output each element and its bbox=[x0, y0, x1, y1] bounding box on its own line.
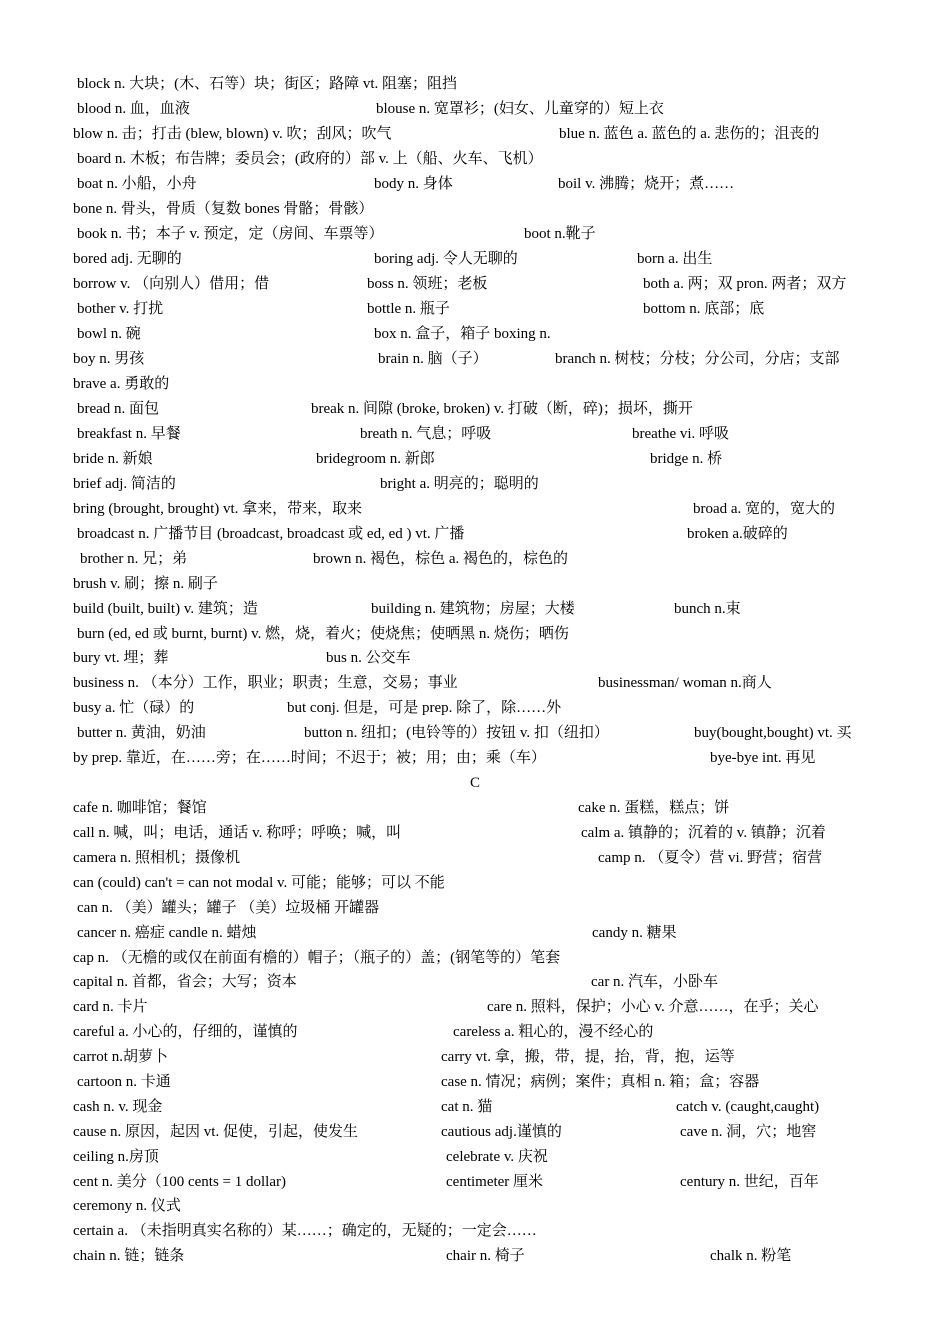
text-line bbox=[0, 1145, 950, 1170]
text-line bbox=[0, 1070, 950, 1095]
vocab-entry: brother n. 兄；弟 bbox=[80, 551, 188, 567]
vocab-entry: brush v. 刷；擦 n. 刷子 bbox=[73, 576, 218, 592]
vocab-entry: borrow v. （向别人）借用；借 bbox=[73, 276, 270, 292]
vocab-entry: certain a. （未指明真实名称的）某……；确定的，无疑的；一定会…… bbox=[73, 1223, 537, 1239]
vocab-entry: bottle n. 瓶子 bbox=[367, 301, 450, 317]
text-line bbox=[0, 397, 950, 422]
vocab-entry: book n. 书；本子 v. 预定，定（房间、车票等） bbox=[77, 226, 384, 242]
vocab-entry: broad a. 宽的，宽大的 bbox=[693, 501, 836, 517]
vocab-entry: box n. 盒子，箱子 boxing n. bbox=[374, 326, 551, 342]
vocab-entry: blood n. 血，血液 bbox=[77, 101, 190, 117]
text-line bbox=[0, 322, 950, 347]
text-line bbox=[0, 1045, 950, 1070]
vocab-entry: bone n. 骨头，骨质（复数 bones 骨骼；骨骸） bbox=[73, 201, 374, 217]
text-line bbox=[0, 622, 950, 647]
vocab-entry: breath n. 气息；呼吸 bbox=[360, 426, 492, 442]
vocab-entry: cent n. 美分（100 cents = 1 dollar) bbox=[73, 1174, 286, 1190]
vocab-entry: call n. 喊，叫；电话，通话 v. 称呼；呼唤；喊，叫 bbox=[73, 825, 402, 841]
vocab-entry: car n. 汽车，小卧车 bbox=[591, 974, 719, 990]
text-line bbox=[0, 497, 950, 522]
vocab-entry: bother v. 打扰 bbox=[77, 301, 164, 317]
text-line bbox=[0, 422, 950, 447]
vocab-entry: bring (brought, brought) vt. 拿来，带来，取来 bbox=[73, 501, 363, 517]
vocab-entry: broken a.破碎的 bbox=[687, 526, 788, 542]
text-line bbox=[0, 447, 950, 472]
vocab-entry: bread n. 面包 bbox=[77, 401, 160, 417]
vocab-entry: century n. 世纪，百年 bbox=[680, 1174, 819, 1190]
vocab-entry: cafe n. 咖啡馆；餐馆 bbox=[73, 800, 207, 816]
vocab-entry: cash n. v. 现金 bbox=[73, 1099, 163, 1115]
text-line bbox=[0, 572, 950, 597]
text-line bbox=[0, 172, 950, 197]
vocab-entry: board n. 木板；布告牌；委员会；(政府的）部 v. 上（船、火车、飞机） bbox=[77, 151, 543, 167]
vocab-entry: brain n. 脑（子） bbox=[378, 351, 488, 367]
text-line bbox=[0, 1170, 950, 1195]
vocab-entry: boil v. 沸腾；烧开；煮…… bbox=[558, 176, 735, 192]
vocab-entry: cartoon n. 卡通 bbox=[77, 1074, 171, 1090]
text-line bbox=[0, 1095, 950, 1120]
text-line bbox=[0, 646, 950, 671]
section-heading: C bbox=[469, 775, 480, 791]
vocab-entry: chair n. 椅子 bbox=[446, 1248, 525, 1264]
vocab-entry: button n. 纽扣；(电铃等的）按钮 v. 扣（纽扣） bbox=[304, 725, 609, 741]
vocab-entry: candy n. 糖果 bbox=[592, 925, 677, 941]
vocab-entry: bored adj. 无聊的 bbox=[73, 251, 182, 267]
text-line bbox=[0, 696, 950, 721]
vocab-entry: blow n. 击；打击 (blew, blown) v. 吹；刮风；吹气 bbox=[73, 126, 392, 142]
text-line bbox=[0, 1244, 950, 1269]
text-line bbox=[0, 547, 950, 572]
text-line bbox=[0, 1219, 950, 1244]
text-line bbox=[0, 1020, 950, 1045]
text-line bbox=[0, 796, 950, 821]
vocab-entry: blouse n. 宽罩衫；(妇女、儿童穿的）短上衣 bbox=[376, 101, 664, 117]
text-line bbox=[0, 746, 950, 771]
vocab-entry: camera n. 照相机；摄像机 bbox=[73, 850, 241, 866]
vocab-entry: breathe vi. 呼吸 bbox=[632, 426, 730, 442]
vocab-entry: but conj. 但是，可是 prep. 除了，除……外 bbox=[287, 700, 562, 716]
vocab-entry: boy n. 男孩 bbox=[73, 351, 145, 367]
vocab-entry: ceiling n.房顶 bbox=[73, 1149, 159, 1165]
vocab-entry: bridge n. 桥 bbox=[650, 451, 723, 467]
text-line bbox=[0, 995, 950, 1020]
vocab-entry: brief adj. 简洁的 bbox=[73, 476, 176, 492]
vocab-entry: capital n. 首都，省会；大写；资本 bbox=[73, 974, 297, 990]
vocab-entry: bye-bye int. 再见 bbox=[710, 750, 816, 766]
text-line bbox=[0, 896, 950, 921]
text-line bbox=[0, 671, 950, 696]
text-line bbox=[0, 721, 950, 746]
vocab-entry: can n. （美）罐头；罐子 （美）垃圾桶 开罐器 bbox=[77, 900, 380, 916]
vocab-entry: catch v. (caught,caught) bbox=[676, 1099, 820, 1115]
text-line bbox=[0, 372, 950, 397]
vocab-entry: boss n. 领班；老板 bbox=[367, 276, 488, 292]
vocab-entry: busy a. 忙（碌）的 bbox=[73, 700, 195, 716]
vocab-entry: buy(bought,bought) vt. 买 bbox=[694, 725, 852, 741]
text-line bbox=[0, 522, 950, 547]
text-line bbox=[0, 821, 950, 846]
text-line bbox=[0, 272, 950, 297]
text-line bbox=[0, 846, 950, 871]
vocab-entry: calm a. 镇静的；沉着的 v. 镇静；沉着 bbox=[581, 825, 826, 841]
vocab-entry: brave a. 勇敢的 bbox=[73, 376, 170, 392]
vocab-entry: broadcast n. 广播节目 (broadcast, broadcast 或 ed, ed ) vt. 广播 bbox=[77, 526, 465, 542]
vocab-entry: block n. 大块；(木、石等）块；街区；路障 vt. 阻塞；阻挡 bbox=[77, 76, 457, 92]
vocab-entry: card n. 卡片 bbox=[73, 999, 148, 1015]
vocab-entry: bus n. 公交车 bbox=[326, 650, 411, 666]
text-line bbox=[0, 122, 950, 147]
text-line bbox=[0, 97, 950, 122]
vocab-entry: business n. （本分）工作，职业；职责；生意，交易；事业 bbox=[73, 675, 458, 691]
vocab-entry: cave n. 洞，穴；地窖 bbox=[680, 1124, 817, 1140]
vocab-entry: bride n. 新娘 bbox=[73, 451, 153, 467]
text-line bbox=[0, 946, 950, 971]
vocab-entry: care n. 照料，保护；小心 v. 介意……，在乎；关心 bbox=[487, 999, 819, 1015]
text-line bbox=[0, 247, 950, 272]
text-line bbox=[0, 347, 950, 372]
vocab-entry: boot n.靴子 bbox=[524, 226, 596, 242]
vocab-entry: cautious adj.谨慎的 bbox=[441, 1124, 562, 1140]
text-line bbox=[0, 72, 950, 97]
vocab-entry: celebrate v. 庆祝 bbox=[446, 1149, 548, 1165]
text-line bbox=[0, 197, 950, 222]
text-line bbox=[0, 222, 950, 247]
vocab-entry: by prep. 靠近，在……旁；在……时间；不迟于；被；用；由；乘（车） bbox=[73, 750, 546, 766]
vocab-entry: cancer n. 癌症 candle n. 蜡烛 bbox=[77, 925, 257, 941]
text-line bbox=[0, 472, 950, 497]
vocab-entry: cat n. 猫 bbox=[441, 1099, 493, 1115]
text-line bbox=[0, 1120, 950, 1145]
vocab-entry: careless a. 粗心的，漫不经心的 bbox=[453, 1024, 654, 1040]
vocab-entry: careful a. 小心的，仔细的，谨慎的 bbox=[73, 1024, 298, 1040]
text-line bbox=[0, 297, 950, 322]
vocab-entry: chalk n. 粉笔 bbox=[710, 1248, 792, 1264]
vocab-entry: cake n. 蛋糕，糕点；饼 bbox=[578, 800, 730, 816]
vocab-entry: can (could) can't = can not modal v. 可能；能够；可以 不能 bbox=[73, 875, 445, 891]
vocab-entry: butter n. 黄油，奶油 bbox=[77, 725, 206, 741]
vocab-entry: camp n. （夏令）营 vi. 野营；宿营 bbox=[598, 850, 823, 866]
text-line bbox=[0, 921, 950, 946]
vocab-entry: carry vt. 拿，搬，带，提，抬，背，抱，运等 bbox=[441, 1049, 735, 1065]
vocab-entry: burn (ed, ed 或 burnt, burnt) v. 燃，烧，着火；使烧焦；使晒黑 n. 烧伤；晒伤 bbox=[77, 626, 569, 642]
vocab-entry: bury vt. 埋；葬 bbox=[73, 650, 169, 666]
vocab-entry: chain n. 链；链条 bbox=[73, 1248, 185, 1264]
text-line bbox=[0, 871, 950, 896]
vocab-entry: both a. 两；双 pron. 两者；双方 bbox=[643, 276, 847, 292]
vocab-entry: case n. 情况；病例；案件；真相 n. 箱；盒；容器 bbox=[441, 1074, 760, 1090]
text-line bbox=[0, 597, 950, 622]
vocab-entry: born a. 出生 bbox=[637, 251, 713, 267]
vocab-entry: centimeter 厘米 bbox=[446, 1174, 544, 1190]
vocab-entry: bottom n. 底部；底 bbox=[643, 301, 765, 317]
vocab-entry: carrot n.胡萝卜 bbox=[73, 1049, 168, 1065]
text-line bbox=[0, 1194, 950, 1219]
text-line bbox=[0, 970, 950, 995]
vocab-entry: building n. 建筑物；房屋；大楼 bbox=[371, 601, 575, 617]
vocab-entry: cap n. （无檐的或仅在前面有檐的）帽子；（瓶子的）盖；(钢笔等的）笔套 bbox=[73, 950, 561, 966]
vocab-entry: bridegroom n. 新郎 bbox=[316, 451, 435, 467]
vocab-entry: blue n. 蓝色 a. 蓝色的 a. 悲伤的；沮丧的 bbox=[559, 126, 820, 142]
vocab-entry: body n. 身体 bbox=[374, 176, 453, 192]
vocab-entry: build (built, built) v. 建筑；造 bbox=[73, 601, 258, 617]
vocab-entry: ceremony n. 仪式 bbox=[73, 1198, 181, 1214]
vocab-entry: boat n. 小船，小舟 bbox=[77, 176, 197, 192]
vocab-entry: branch n. 树枝；分枝；分公司，分店；支部 bbox=[555, 351, 840, 367]
vocab-entry: breakfast n. 早餐 bbox=[77, 426, 181, 442]
vocab-entry: bunch n.束 bbox=[674, 601, 741, 617]
vocab-entry: bright a. 明亮的；聪明的 bbox=[380, 476, 539, 492]
vocab-entry: break n. 间隙 (broke, broken) v. 打破（断，碎)；损坏，撕开 bbox=[311, 401, 693, 417]
vocab-entry: bowl n. 碗 bbox=[77, 326, 141, 342]
vocab-entry: boring adj. 令人无聊的 bbox=[374, 251, 518, 267]
text-line bbox=[0, 147, 950, 172]
vocab-entry: cause n. 原因，起因 vt. 促使，引起，使发生 bbox=[73, 1124, 358, 1140]
vocab-entry: brown n. 褐色，棕色 a. 褐色的，棕色的 bbox=[313, 551, 568, 567]
vocab-entry: businessman/ woman n.商人 bbox=[598, 675, 772, 691]
